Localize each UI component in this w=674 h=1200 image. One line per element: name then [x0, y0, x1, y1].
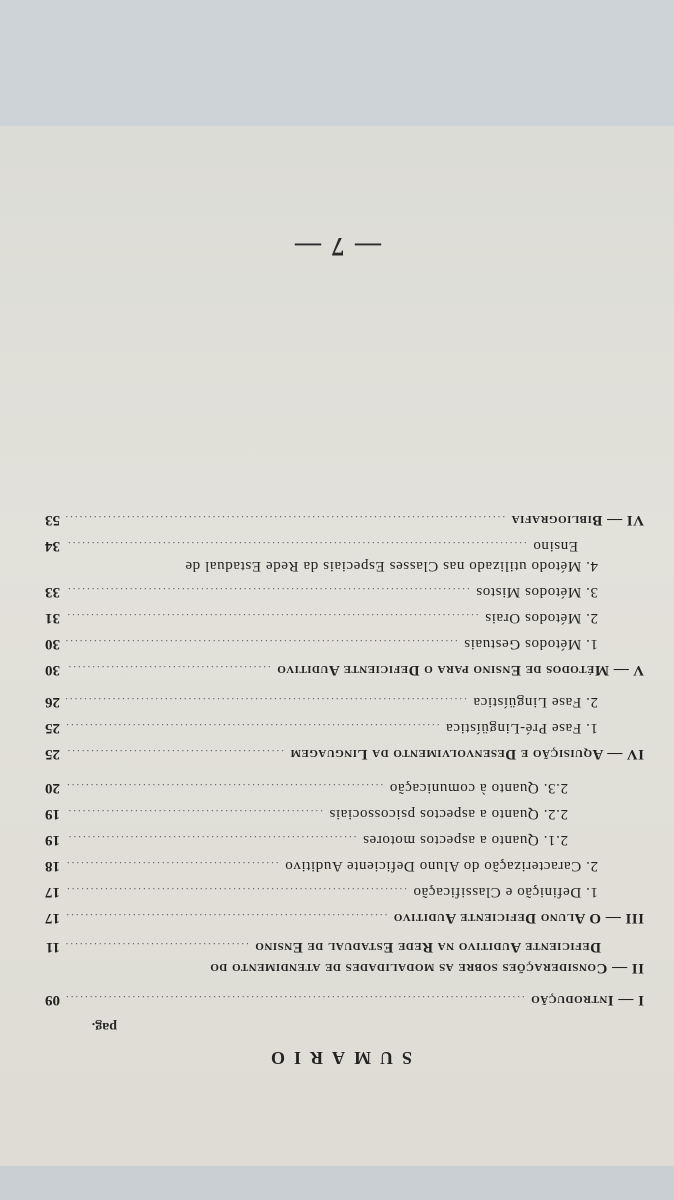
toc-entry-metodo-utilizado-cont[interactable] — [0, 537, 674, 554]
toc-entry-aquisicao-linguagem[interactable] — [0, 745, 674, 762]
toc-entry-page: 18 — [45, 858, 60, 874]
bleed-through-text — [34, 1128, 634, 1146]
toc-entry-page: 33 — [45, 584, 60, 600]
toc-entry-label: Deficiente Auditivo na Rede Estadual de Ensino — [254, 939, 601, 955]
toc-entry-definicao[interactable] — [0, 883, 674, 900]
toc-entry-page: 26 — [45, 694, 60, 710]
toc-entry-introducao[interactable] — [0, 991, 674, 1008]
toc-entry-page: 19 — [45, 832, 60, 848]
toc-entry-label: 2.2. Quanto a aspectos psicossociais — [328, 806, 568, 822]
dot-leader — [66, 911, 387, 923]
toc-entry-metodos-ensino[interactable] — [0, 661, 674, 678]
dot-leader — [66, 611, 479, 623]
toc-entry-page: 17 — [45, 910, 60, 926]
toc-entry-metodos-mistos[interactable] — [0, 583, 674, 600]
dot-leader — [66, 940, 249, 952]
toc-entry-page: 19 — [45, 806, 60, 822]
toc-entry-page: 25 — [45, 746, 60, 762]
table-surface — [0, 1166, 674, 1200]
dot-leader — [66, 695, 467, 707]
dot-leader — [66, 859, 279, 871]
toc-entry-page: 31 — [45, 610, 60, 626]
dot-leader — [66, 833, 357, 845]
toc-entry-aspectos-psicossociais[interactable] — [0, 805, 674, 822]
dot-leader — [66, 663, 271, 675]
toc-entry-aluno-deficiente[interactable] — [0, 909, 674, 926]
dot-leader — [66, 807, 323, 819]
page-column-label: pag. — [91, 1019, 117, 1034]
toc-entry-page: 30 — [45, 636, 60, 652]
toc-entry-page: 34 — [45, 538, 60, 554]
dot-leader — [66, 539, 527, 551]
toc-entry-consideracoes-cont[interactable] — [0, 938, 674, 955]
upside-down-page — [0, 126, 674, 1166]
toc-entry-label: IV — Aquisição e Desenvolvimento da Linguagem — [290, 746, 644, 762]
toc-entry-label: Ensino — [532, 538, 578, 554]
toc-entry-label: 1. Fase Pré-Lingüística — [445, 720, 598, 736]
toc-entry-fase-linguistica[interactable] — [0, 693, 674, 710]
dot-leader — [66, 885, 407, 897]
dot-leader — [66, 781, 383, 793]
toc-entry-page: 20 — [45, 780, 60, 796]
toc-entry-bibliografia[interactable] — [0, 511, 674, 528]
toc-entry-aspectos-motores[interactable] — [0, 831, 674, 848]
toc-entry-consideracoes[interactable] — [0, 959, 674, 976]
toc-entry-page: 53 — [45, 512, 60, 528]
toc-entry-label: 1. Métodos Gestuais — [463, 636, 598, 652]
toc-entry-label: 3. Métodos Mistos — [475, 584, 598, 600]
toc-entry-label: II — Considerações sobre as modalidades de atendimento do — [209, 960, 644, 976]
toc-entry-label: 2.3. Quanto à comunicação — [389, 780, 568, 796]
toc-entry-label: VI — Bibliografia — [511, 512, 644, 528]
toc-entry-metodo-utilizado[interactable] — [0, 557, 674, 574]
toc-entry-label: 2.1. Quanto a aspectos motores — [362, 832, 568, 848]
toc-entry-page: 25 — [45, 720, 60, 736]
toc-entry-fase-pre-linguistica[interactable] — [0, 719, 674, 736]
dot-leader — [66, 513, 505, 525]
toc-entry-label: 4. Método utilizado nas Classes Especiais da Rede Estadual de — [184, 558, 598, 574]
dot-leader — [66, 637, 458, 649]
toc-entry-page: 09 — [45, 992, 60, 1008]
page-number: — 7 — — [293, 232, 381, 261]
toc-entry-label: III — O Aluno Deficiente Auditivo — [393, 910, 644, 926]
toc-entry-metodos-orais[interactable] — [0, 609, 674, 626]
dot-leader — [66, 993, 525, 1005]
toc-entry-page: 11 — [45, 939, 60, 955]
toc-entry-label: 2. Caracterização do Aluno Deficiente Auditivo — [284, 858, 598, 874]
dot-leader — [66, 721, 439, 733]
toc-entry-label: 1. Definição e Classificação — [412, 884, 598, 900]
toc-entry-page: 17 — [45, 884, 60, 900]
toc-entry-metodos-gestuais[interactable] — [0, 635, 674, 652]
toc-entry-label: I — Introdução — [530, 992, 644, 1008]
toc-entry-comunicacao[interactable] — [0, 779, 674, 796]
dot-leader — [66, 585, 470, 597]
toc-entry-label: 2. Métodos Orais — [484, 610, 598, 626]
page-title: SUMARIO — [262, 1048, 413, 1068]
toc-entry-caracterizacao[interactable] — [0, 857, 674, 874]
dot-leader — [66, 747, 284, 759]
toc-entry-label: V — Métodos de Ensino para o Deficiente Auditivo — [276, 662, 644, 678]
toc-entry-page: 30 — [45, 662, 60, 678]
toc-entry-label: 2. Fase Lingüística — [472, 694, 598, 710]
